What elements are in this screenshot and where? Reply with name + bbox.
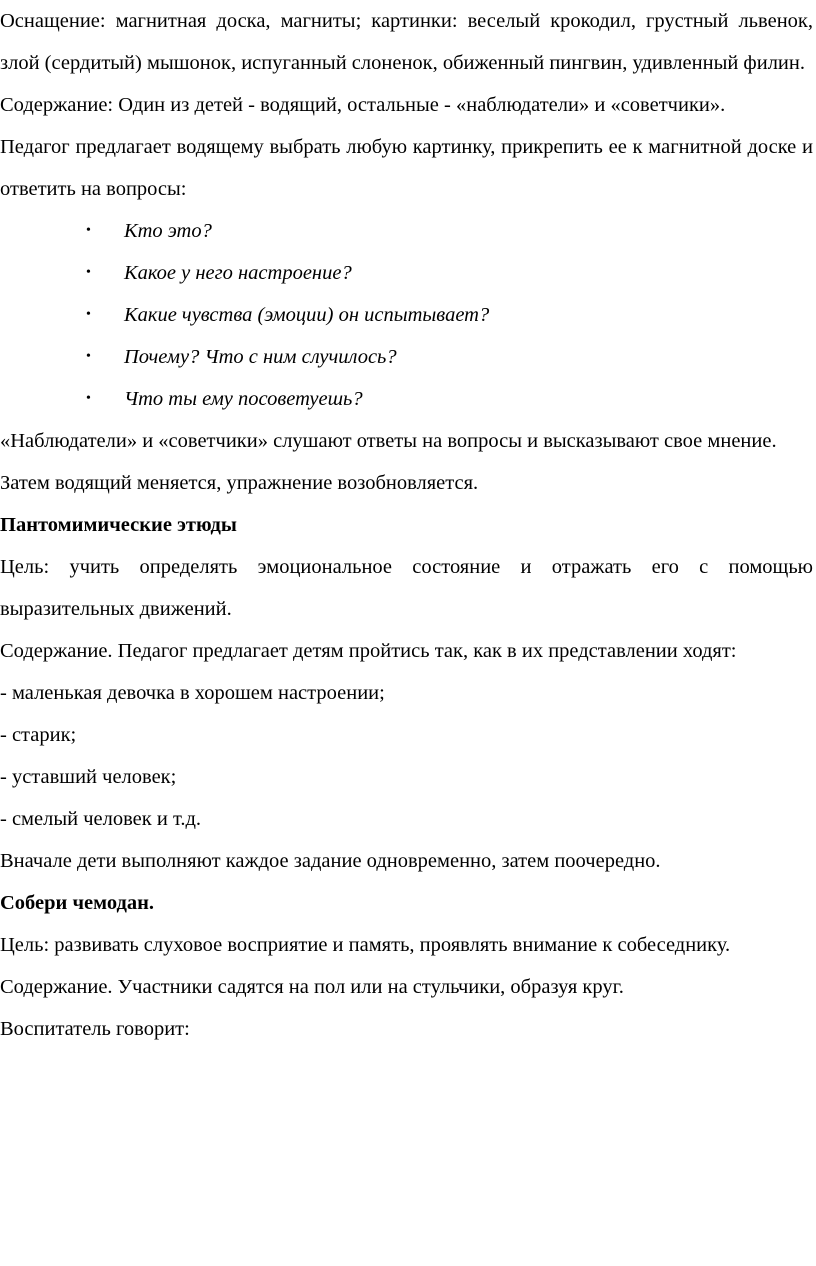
pantomime-item: - старик; <box>0 724 77 746</box>
teacher-instruction-paragraph: Педагог предлагает водящему выбрать любую картинку, прикрепить ее к магнитной доске и ответить на вопросы: <box>0 136 813 200</box>
pantomime-item: - маленькая девочка в хорошем настроении; <box>0 682 385 704</box>
list-item <box>0 210 816 252</box>
bullet-icon: • <box>86 349 91 364</box>
bullet-icon: • <box>86 265 91 280</box>
question-text: Что ты ему посоветуешь? <box>124 388 363 410</box>
bullet-icon: • <box>86 307 91 322</box>
bullet-icon: • <box>86 223 91 238</box>
question-text: Почему? Что с ним случилось? <box>124 346 397 368</box>
pantomime-heading: Пантомимические этюды <box>0 514 237 536</box>
pantomime-item: - смелый человек и т.д. <box>0 808 202 830</box>
suitcase-content-paragraph: Содержание. Участники садятся на пол или на стульчики, образуя круг. <box>0 976 624 998</box>
observers-paragraph: «Наблюдатели» и «советчики» слушают ответы на вопросы и высказывают свое мнение. <box>0 430 777 452</box>
teacher-says-paragraph: Воспитатель говорит: <box>0 1018 190 1040</box>
bullet-icon: • <box>86 391 91 406</box>
list-item <box>0 252 816 294</box>
list-item <box>0 294 816 336</box>
content-paragraph: Содержание: Один из детей - водящий, остальные - «наблюдатели» и «советчики». <box>0 94 726 116</box>
suitcase-goal-paragraph: Цель: развивать слуховое восприятие и память, проявлять внимание к собеседнику. <box>0 934 731 956</box>
question-text: Какое у него настроение? <box>124 262 352 284</box>
suitcase-heading: Собери чемодан. <box>0 892 155 914</box>
pantomime-goal-paragraph: Цель: учить определять эмоциональное состояние и отражать его с помощью выразительных движений. <box>0 556 813 620</box>
equipment-paragraph: Оснащение: магнитная доска, магниты; картинки: веселый крокодил, грустный львенок, злой (сердитый) мышонок, испуганный слоненок, обиженный пингвин, удивленный филин. <box>0 10 813 74</box>
leader-change-paragraph: Затем водящий меняется, упражнение возобновляется. <box>0 472 479 494</box>
questions-list <box>0 210 816 420</box>
list-item <box>0 378 816 420</box>
pantomime-closing-paragraph: Вначале дети выполняют каждое задание одновременно, затем поочередно. <box>0 850 661 872</box>
list-item <box>0 336 816 378</box>
pantomime-item: - уставший человек; <box>0 766 177 788</box>
question-text: Какие чувства (эмоции) он испытывает? <box>124 304 490 326</box>
pantomime-content-paragraph: Содержание. Педагог предлагает детям пройтись так, как в их представлении ходят: <box>0 640 737 662</box>
question-text: Кто это? <box>124 220 212 242</box>
